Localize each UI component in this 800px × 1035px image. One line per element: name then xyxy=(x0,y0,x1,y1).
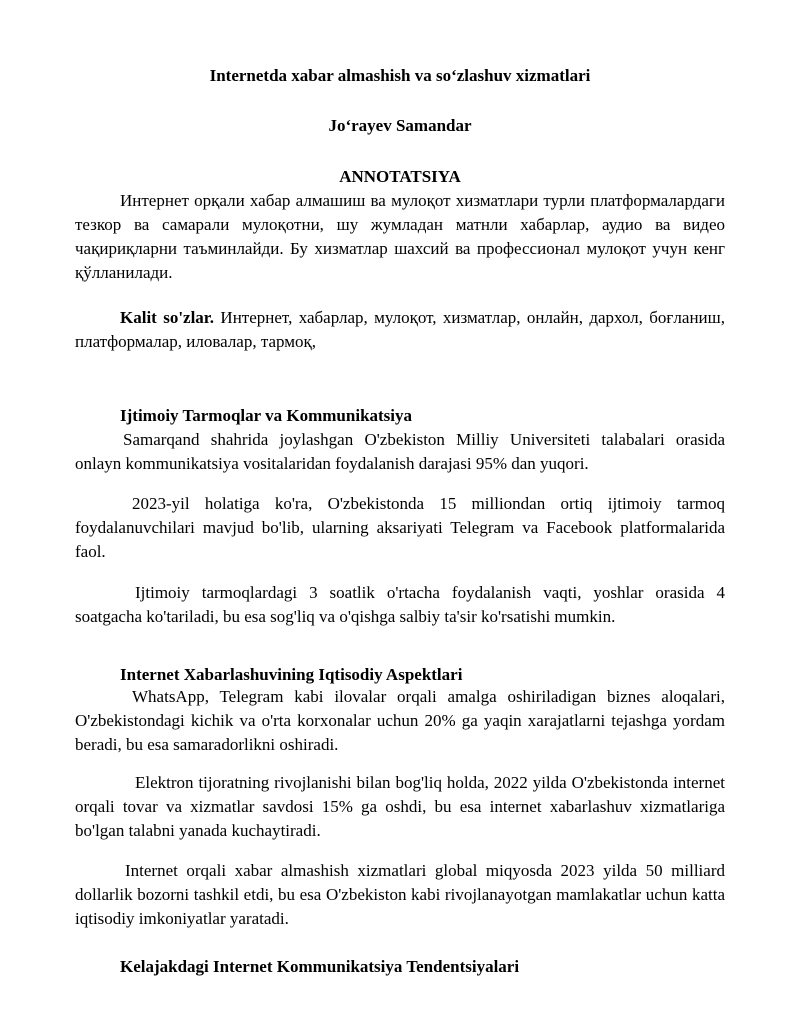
annotation-heading: ANNOTATSIYA xyxy=(339,167,461,186)
document-title: Internetda xabar almashish va so‘zlashuv xizmatlari xyxy=(209,66,591,85)
paragraph: Ijtimoiy tarmoqlardagi 3 soatlik o'rtacha foydalanish vaqti, yoshlar orasida 4 soatgacha ko'tariladi, bu esa sog'liq va o'qishga salbiy ta'sir ko'rsatishi mumkin. xyxy=(75,583,725,626)
keywords-paragraph xyxy=(75,306,725,354)
author-name: Jo‘rayev Samandar xyxy=(328,116,472,135)
section-heading: Internet Xabarlashuvining Iqtisodiy Aspektlari xyxy=(120,665,463,684)
keywords-label: Kalit so'zlar. xyxy=(120,308,215,327)
paragraph: Samarqand shahrida joylashgan O'zbekiston Milliy Universiteti talabalari orasida onlayn kommunikatsiya vositalaridan foydalanish darajasi 95% dan yuqori. xyxy=(75,430,725,473)
paragraph: Elektron tijoratning rivojlanishi bilan bog'liq holda, 2022 yilda O'zbekistonda internet orqali tovar va xizmatlar savdosi 15% ga oshdi, bu esa internet xabarlashuv xizmatlariga bo'lgan talabni yanada kuchaytiradi. xyxy=(75,773,725,840)
paragraph: Internet orqali xabar almashish xizmatlari global miqyosda 2023 yilda 50 milliard dollarlik bozorni tashkil etdi, bu esa O'zbekiston kabi rivojlanayotgan mamlakatlar uchun katta iqtisodiy imkoniyatlar yaratadi. xyxy=(75,861,725,928)
section-heading: Kelajakdagi Internet Kommunikatsiya Tendentsiyalari xyxy=(120,957,520,976)
annotation-text: Интернет орқали хабар алмашиш ва мулоқот хизматлари турли платформалардаги тезкор ва самарали мулоқотни, шу жумладан матнли хабарлар, аудио ва видео чақириқларни таъминлайди. Бу хизматлар шахсий ва профессионал мулоқот учун кенг қўлланилади. xyxy=(75,191,725,282)
paragraph: WhatsApp, Telegram kabi ilovalar orqali amalga oshiriladigan biznes aloqalari, O'zbekistondagi kichik va o'rta korxonalar uchun 20% ga yaqin xarajatlarni tejashga yordam beradi, bu esa samaradorlikni oshiradi. xyxy=(75,687,725,754)
section-heading: Ijtimoiy Tarmoqlar va Kommunikatsiya xyxy=(120,406,413,425)
keywords-text: Интернет, хабарлар, мулоқот, хизматлар, онлайн, дархол, боғланиш, платформалар, иловалар, тармоқ, xyxy=(75,308,725,351)
paragraph: 2023-yil holatiga ko'ra, O'zbekistonda 15 milliondan ortiq ijtimoiy tarmoq foydalanuvchilari mavjud bo'lib, ularning aksariyati Telegram va Facebook platformalarida faol. xyxy=(75,494,725,561)
